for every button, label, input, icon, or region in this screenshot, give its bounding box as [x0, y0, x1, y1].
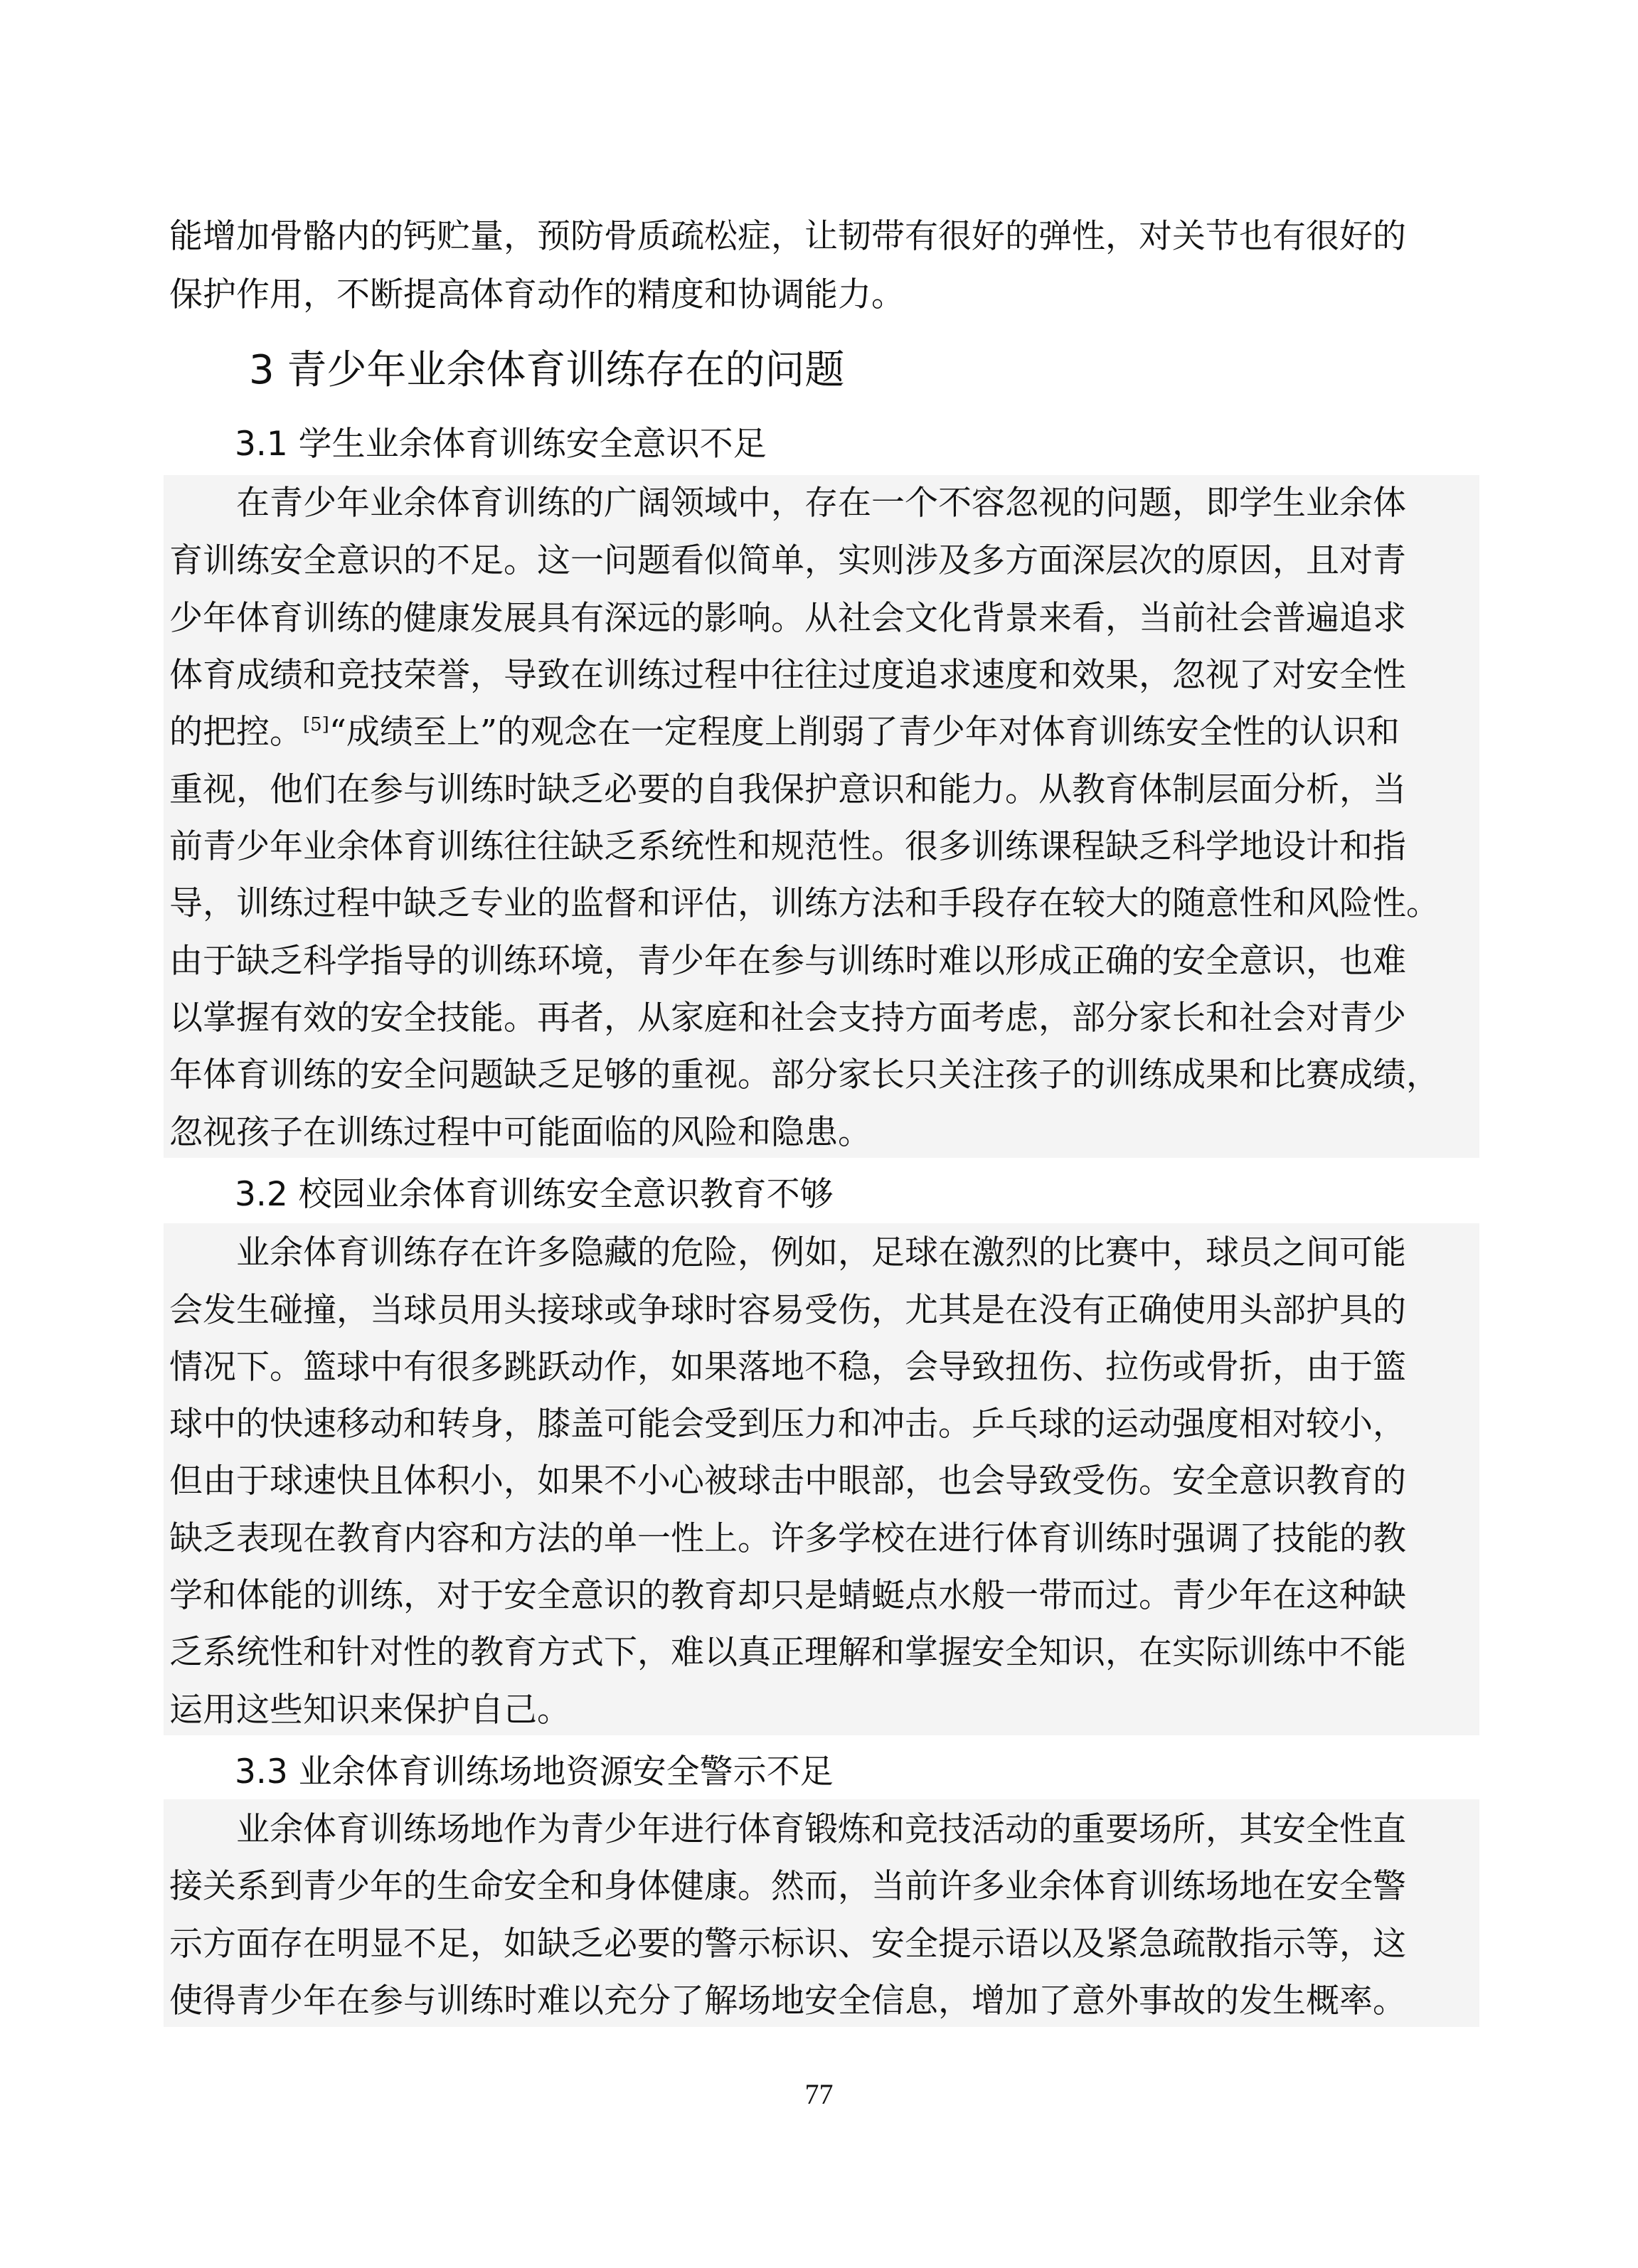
text-line-with-citation: [169, 704, 1471, 761]
text-line: 业余体育训练场地作为青少年进行体育锻炼和竞技活动的重要场所，其安全性直: [169, 1810, 1406, 1849]
text-line: 学和体能的训练，对于安全意识的教育却只是蜻蜓点水般一带而过。青少年在这种缺: [169, 1576, 1406, 1615]
subsection-heading: 3.3 业余体育训练场地资源安全警示不足: [235, 1752, 834, 1791]
text-line: 会发生碰撞，当球员用头接球或争球时容易受伤，尤其是在没有正确使用头部护具的: [169, 1291, 1406, 1330]
citation-marker: [5]: [303, 714, 329, 735]
text-line: 球中的快速移动和转身，膝盖可能会受到压力和冲击。乒乓球的运动强度相对较小，: [169, 1405, 1406, 1444]
text-line: 重视，他们在参与训练时缺乏必要的自我保护意识和能力。从教育体制层面分析，当: [169, 770, 1406, 809]
text-line: 以掌握有效的安全技能。再者，从家庭和社会支持方面考虑，部分家长和社会对青少: [169, 999, 1406, 1038]
section-heading: 3 青少年业余体育训练存在的问题: [249, 347, 845, 393]
text-line: 业余体育训练存在许多隐藏的危险，例如，足球在激烈的比赛中，球员之间可能: [169, 1233, 1406, 1272]
text-line: 体育成绩和竞技荣誉，导致在训练过程中往往过度追求速度和效果，忽视了对安全性: [169, 656, 1406, 695]
text-line: 导，训练过程中缺乏专业的监督和评估，训练方法和手段存在较大的随意性和风险性。: [169, 884, 1440, 923]
page-number: 77: [804, 2078, 834, 2110]
text-segment: 的把控。: [169, 713, 303, 752]
text-line: 使得青少年在参与训练时难以充分了解场地安全信息，增加了意外事故的发生概率。: [169, 1981, 1406, 2021]
text-line: 乏系统性和针对性的教育方式下，难以真正理解和掌握安全知识，在实际训练中不能: [169, 1633, 1406, 1672]
text-line: 情况下。篮球中有很多跳跃动作，如果落地不稳，会导致扭伤、拉伤或骨折，由于篮: [169, 1348, 1406, 1387]
text-line: 保护作用，不断提高体育动作的精度和协调能力。: [169, 275, 905, 314]
text-line: 少年体育训练的健康发展具有深远的影响。从社会文化背景来看，当前社会普遍追求: [169, 599, 1406, 638]
text-line: 但由于球速快且体积小，如果不小心被球击中眼部，也会导致受伤。安全意识教育的: [169, 1462, 1406, 1501]
subsection-heading: 3.1 学生业余体育训练安全意识不足: [235, 425, 767, 464]
text-line: 在青少年业余体育训练的广阔领域中，存在一个不容忽视的问题，即学生业余体: [169, 484, 1406, 523]
text-line: 能增加骨骼内的钙贮量，预防骨质疏松症，让韧带有很好的弹性，对关节也有很好的: [169, 217, 1406, 256]
text-line: 年体育训练的安全问题缺乏足够的重视。部分家长只关注孩子的训练成果和比赛成绩，: [169, 1055, 1440, 1095]
subsection-heading: 3.2 校园业余体育训练安全意识教育不够: [235, 1175, 834, 1214]
text-segment: “成绩至上”的观念在一定程度上削弱了青少年对体育训练安全性的认识和: [329, 713, 1400, 752]
text-line: 育训练安全意识的不足。这一问题看似简单，实则涉及多方面深层次的原因，且对青: [169, 541, 1406, 580]
text-line: 忽视孩子在训练过程中可能面临的风险和隐患。: [169, 1113, 871, 1152]
text-line: 示方面存在明显不足，如缺乏必要的警示标识、安全提示语以及紧急疏散指示等，这: [169, 1924, 1406, 1964]
text-line: 运用这些知识来保护自己。: [169, 1691, 570, 1730]
text-line: 缺乏表现在教育内容和方法的单一性上。许多学校在进行体育训练时强调了技能的教: [169, 1519, 1406, 1558]
text-line: 接关系到青少年的生命安全和身体健康。然而，当前许多业余体育训练场地在安全警: [169, 1867, 1406, 1906]
text-line: 前青少年业余体育训练往往缺乏系统性和规范性。很多训练课程缺乏科学地设计和指: [169, 827, 1406, 866]
text-line: 由于缺乏科学指导的训练环境，青少年在参与训练时难以形成正确的安全意识，也难: [169, 942, 1406, 981]
